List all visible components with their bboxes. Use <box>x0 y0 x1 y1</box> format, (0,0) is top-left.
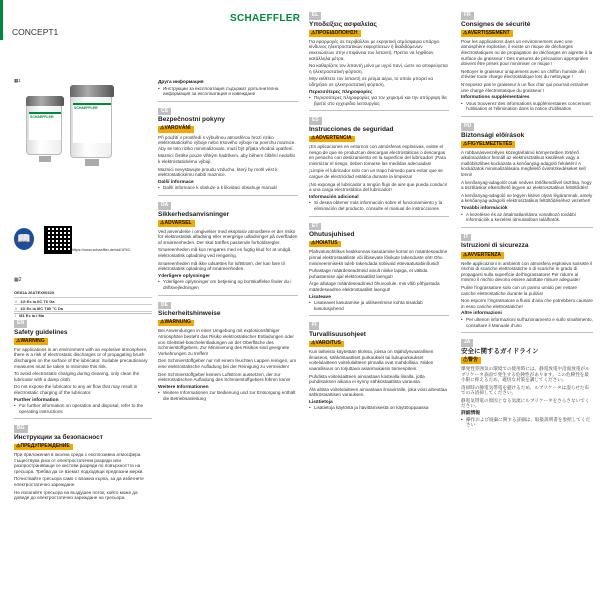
warning-label-ja: ⚠ 警告 <box>461 357 481 364</box>
section-title-en: Safety guidelines <box>14 328 68 336</box>
list-item: • Si desea obtener más información sobre el funcionamiento y la eliminación del producto, consulte el manual de instrucciones <box>309 200 449 211</box>
subheading: Друга информация <box>158 80 204 85</box>
paragraph: Για εφαρμογές σε περιβάλλον με εκρηκτική ατμόσφαιρα υπάρχει κίνδυνος ηλεκτροστατικών εκφορτίσεων ή διαδιδόμενων εκκενώσεων στην επιφάνεια του λιπαντή. Πρέπει να ληφθούν κατάλληλα μέτρα. <box>309 38 440 61</box>
paragraph: Να καθαρίζετε τον λιπαντή μόνο με υγρό πανί, ώστε να αποφεύγεται η ηλεκτροστατική φόρτιση. <box>309 63 448 74</box>
warning-label-es: ⚠ ADVERTENCIA <box>309 136 355 143</box>
section-title-it: Istruzioni di sicurezza <box>461 242 529 250</box>
column-2 <box>158 78 298 403</box>
product-images <box>14 78 154 216</box>
list-item: • Weitere Informationen zur Bedienung und zur Entsorgung enthält die Betriebsanleitung <box>158 390 298 401</box>
subheading: Información adicional <box>309 194 359 200</box>
lang-tag-cs: CS <box>158 108 171 116</box>
paragraph: Не излагайте гресьора на въздушен поток, който може да доведе до електростатично зареждане на гресьора. <box>14 489 138 501</box>
paragraph: Den Schmierstoffgeber nur mit einem feuchten Lappen reinigen, um eine elektrostatische Aufladung bei der Reinigung zu vermeiden! <box>158 358 297 369</box>
paragraph: 静電気帯電の原因となる気流にルブリケータをさらさないでください。 <box>461 397 590 409</box>
paragraph: Při použití v prostředí s výbušnou atmosférou hrozí riziko elektrostatického výboje nebo trsového výboje na povrchu maznice. Aby se toto riziko minimalizovalo, musí být přijata vhodná opatření. <box>158 134 296 151</box>
list-item: • Lisateavet kasutamise ja utiliseerimise kohta sisaldab kasutusjuhend <box>309 300 449 311</box>
lang-tag-es: ES <box>309 117 322 125</box>
ex-certificate-code: OE81A 26ATEX0032X <box>14 290 55 295</box>
paragraph: Μην εκθέτετε τον λιπαντή σε ρεύμα αέρα, το οποίο μπορεί να οδηγήσει σε ηλεκτροστατική φόρτιση. <box>309 76 433 87</box>
warning-label-cs: ⚠ VAROVÁNÍ <box>158 126 194 133</box>
paragraph: ¡No exponga el lubricador a ningún flujo de aire que pueda conducir a una carga electrostática del lubricador! <box>309 181 448 193</box>
subheading: Informations supplémentaires <box>461 95 530 101</box>
paragraph: Maznici čistěte pouze vlhkým hadríkem, aby během čištění nedošlo k elektrostatickému výboji. <box>158 153 296 164</box>
paragraph: 爆発性雰囲気の環境での使用時には、静電放電や沿面放電がルブリケータ表面で発生する危険性があります。この危険性を最小限に抑えるため、適切な対策を講じてください。 <box>461 365 590 383</box>
section-title-bg: Инструкции за безопасност <box>14 433 103 441</box>
subheading: Further information <box>14 397 59 403</box>
section-title-fi: Turvallisuusohjeet <box>309 330 366 338</box>
paragraph: Pulire l’ingrassatore solo con un panno umido per evitare cariche elettrostatiche durante la pulizia! <box>461 284 577 296</box>
subheading: Weitere Informationen <box>158 384 209 390</box>
lang-tag-en: EN <box>14 320 27 328</box>
paragraph: Pour les applications dans un environnement avec une atmosphère explosive, il existe un risque de décharges électrostatiques ou de propagation de décharges en aigrette à la surface du graisseur ! Des mesures de précaution appropriées doivent être prises pour minimiser ce risque ! <box>461 38 593 67</box>
subheading: 詳細情報 <box>461 411 481 417</box>
warning-label-bg: ⚠ ПРЕДУПРЕЖДЕНИЕ <box>14 444 73 451</box>
paragraph: A kenőanyag-adagoló ne legyen kitéve olyan légáramnak, amely a kenőanyag-adagoló elektrosztatikus feltöltődéséhez vezethet! <box>461 192 593 204</box>
section-title-de: Sicherheitshinweise <box>158 310 221 318</box>
ex-row: II 1G Ex ia IIC T6 Ga <box>14 297 152 304</box>
lang-tag-da: DA <box>158 202 171 210</box>
lang-tag-bg: BG <box>14 425 28 433</box>
warning-label-et: ⚠ HOIATUS <box>309 241 341 248</box>
column-1 <box>14 313 152 503</box>
green-accent-bar <box>0 0 3 40</box>
paragraph: Non esporre l’ingrassatore a flussi d’aria che potrebbero causare in esso cariche elettrostatiche! <box>461 298 593 309</box>
manual-book-icon: 📖 <box>14 228 34 250</box>
lubricator-large-label: SCHAEFFLER <box>74 106 98 110</box>
list-item: • Další informace k obsluze a k likvidaci obsahuje manuál <box>158 185 298 191</box>
lubricator-small-label: SCHAEFFLER <box>30 115 54 119</box>
paragraph: Puhdista voitelulaitteen ainoastaan kostealla liinalla, jotta puhdistuksen aikana ei synny sähköstaattista varausta. <box>309 373 425 385</box>
warning-label-hu: ⚠ FIGYELMEZTETÉS <box>461 141 515 148</box>
list-item: • Инструкции за експлоатация съдържат допълнителна информация за експлоатация и извеждане <box>158 86 298 97</box>
paragraph: Почиствайте гресьора само с влажна кърпа, за да избегнете електростатично зареждане. <box>14 476 144 488</box>
lang-tag-el: EL <box>309 12 321 20</box>
lang-tag-it: IT <box>461 234 471 242</box>
section-title-hu: Biztonsági előírások <box>461 131 525 139</box>
paragraph: Ärge allutage määrdeseadmeid õhuvoolule, mis võib põhjustada määrdeseadme elektrostaatilist laengut! <box>309 281 440 292</box>
paragraph: Smøreenheden må kun rengøres med en fugtig klud for at undgå elektrostatisk opladning ved rengøring. <box>158 247 291 259</box>
paragraph: Bei Anwendungen in einer Umgebung mit explosionsfähiger Atmosphäre besteht das Risiko elektrostatischer Entladungen oder von Gleitstiel-büschelentladungen an der Oberfläche des Schmierstoffgebers. Zur Minimierung des Risikos sind geeignete Vorkehrungen zu treffen! <box>158 328 294 356</box>
list-item: • Per ulteriori informazioni sull’azionamento e sullo smaltimento, consultare il Manuale d’uso <box>461 317 593 328</box>
ex-row: I M1 Ex ia I Ma <box>14 311 152 318</box>
warning-label-en: ⚠ WARNING <box>14 338 48 345</box>
list-item: • Yderligere oplysninger om betjening og bortskaffelse finder du i driftsvejledningen <box>158 279 298 290</box>
paragraph: For applications in an environment with an explosive atmosphere, there is a risk of electrostatic discharges or of propagating brush discharges on the surface of the lubricator. Suitable precautionary measures must be taken to minimise this risk. <box>14 346 148 369</box>
doc-title: CONCEPT1 <box>12 27 59 37</box>
paragraph: Ved anvendelse i omgivelser med eksplosiv atmosfære er der risiko for elektrostatisk afladning eller energirige udladninger på overfladen af smøreenheden. Der skal træffes passende forholdsregler. <box>158 228 298 245</box>
qr-code[interactable] <box>44 226 72 254</box>
warning-label-de: ⚠ WARNUNG <box>158 320 194 327</box>
paragraph: Do not expose the lubricator to any air flow that may result in electrostatic charging of the lubricator. <box>14 384 138 395</box>
list-item: • Vous trouverez des informations supplémentaires concernant l’utilisation et l’élimination dans la notice d’utilisation <box>461 101 593 112</box>
paragraph: Den Schmierstoffgeber keinem Luftstrom aussetzen, der zur elektrostatischen Aufladung des Schmierstoffgebers führen kann! <box>158 371 291 383</box>
paragraph: A robbanásveszélyes közegtartalmú környezetben történő alkalmazáskor fennáll az elektrosztatikus kisülések vagy a mallóbiszlibes kockázata a kenőanyag-adagoló felületén! A kockázatok minimalizálására megfelelő óvintézkedéseket kell tenni! <box>461 149 586 178</box>
lang-tag-hu: HU <box>461 123 474 131</box>
figure-ref-1: ▦1 <box>14 78 21 83</box>
section-title-fr: Consignes de sécurité <box>461 20 531 28</box>
paragraph: N’exposez pas le graisseur à un flux d’air qui pourrait entraîner une charge électrostatique du graisseur ! <box>461 81 589 93</box>
subheading: Další informace <box>158 179 194 185</box>
section-title-et: Ohutusjuhised <box>309 231 355 239</box>
list-item: • A kezelésre és az ártalmatlanításra vonatkozó további információk a kezelési útmutatóban találhatók. <box>461 212 593 223</box>
subheading: További információk <box>461 206 508 212</box>
section-title-cs: Bezpečnostní pokyny <box>158 116 225 124</box>
list-item: • For further information on operation and disposal, refer to the operating instructions <box>14 403 152 414</box>
lang-tag-fr: FR <box>461 12 474 20</box>
section-title-el: Υποδείξεις ασφαλείας <box>309 20 377 28</box>
warning-label-fr: ⚠ AVERTISSEMENT <box>461 30 513 37</box>
paragraph: Smøreenheden må ikke udsættes for luftstrøm, der kan føre til elektrostatisk opladning af smøreenheden. <box>158 260 285 272</box>
paragraph: Maznici nevystavujte proudu vzduchu, který by mohl vést k elektrostatickému nabití maznice. <box>158 166 278 178</box>
section-title-es: Instrucciones de seguridad <box>309 125 394 133</box>
paragraph: A kenőanyag-adagolót csak nedves törlőkendővel tisztítsa, hogy a tisztításkor elkerülhető legyen az elektrosztatikus feltöltődés! <box>461 179 592 191</box>
subheading: Lisätietoja <box>309 399 333 405</box>
lubricator-large <box>70 88 112 158</box>
paragraph: Älä altista voitelulaitteen ainoastaan ilmavirralle, joka voisi aiheuttaa sähköstaattisen varauksen. <box>309 386 447 398</box>
paragraph: ¡Limpie el lubricador solo con un trapo húmedo para evitar que se cargue de electricidad estática durante la limpieza! <box>309 168 443 180</box>
figure-ref-2: ▦2 <box>14 277 22 283</box>
subheading: Yderligere oplysninger <box>158 273 210 279</box>
paragraph: Nettoyer le graisseur uniquement avec un chiffon humide afin d’éviter toute charge électrostatique lors du nettoyage ! <box>461 68 586 80</box>
section-title-ja: 安全に関するガイドライン <box>461 347 539 355</box>
section-title-da: Sikkerhedsanvisninger <box>158 210 230 218</box>
manual-url[interactable]: https://www.schaeffler.de/std/1F6C <box>72 248 131 252</box>
list-item: • Lisätietoja käytöstä ja hävittämisestä on käyttöoppaassa <box>309 405 449 411</box>
lang-tag-de: DE <box>158 302 171 310</box>
warning-label-fi: ⚠ VAROITUS <box>309 341 344 348</box>
lang-tag-fi: FI <box>309 322 319 330</box>
paragraph: При приложения в околна среда с експлозивна атмосфера съществува риск от електростатични разряди или разпространяващи се кистови разряди по повърхността на гресьора. Трябва да се вземат подходящи предпазни мерки. <box>14 452 144 474</box>
paragraph: 清掃時の静電気帯電を避けるため、ルブリケータは湿らせた布でのみ清掃してください。 <box>461 384 590 396</box>
column-4 <box>461 6 593 429</box>
column-3 <box>309 6 449 412</box>
warning-label-el: ⚠ ΠΡΟΕΙΔΟΠΟΙΗΣΗ <box>309 30 361 37</box>
paragraph: Puhastage määrdeseadmeid ainult niiske lapiga, et vältida puhastamise ajal elektrostaatilist laengut! <box>309 268 428 279</box>
subheading: Altre informazioni <box>461 311 502 317</box>
lubricator-small <box>26 99 62 155</box>
warning-label-da: ⚠ ADVARSEL <box>158 220 195 227</box>
subheading: Περισσότερες πληροφορίες <box>309 89 373 95</box>
paragraph: Kun laitteisto käytetään tiloissa, joissa on räjähdysvaarallinen ilmaseos, sähköstaattiset purkaukset tai liukupurkaukset voitelulaitteen voitelulaitteen pinnalla ovat mahdollisia. Niiden vaarallisuus on torjuttava asianmukaisin toimenpitein. <box>309 349 434 371</box>
list-item: • 操作および廃棄に関する詳細は、取扱説明書を参照してください <box>461 417 593 428</box>
paragraph: ¡En aplicaciones en entornos con atmósferas explosivas, existe el riesgo de que se produzcan descargas electrostáticas o descargas en penacho con deslizamiento en la superficie del lubricador! ¡Para minimizar el riesgo, deben tomarse las medidas adecuadas! <box>309 144 446 166</box>
paragraph: Plahvatusohtlikus keskkonnas kasutamise korral on määrdeseadme pinnal elektrostaatiliste või libisevate lõvikute lahenduste oht! Ohu minimeerimiseks tuleb rakendada sobivaid ettevaatusabinõusid! <box>309 249 448 266</box>
warning-label-it: ⚠ AVVERTENZA <box>461 252 504 259</box>
brand-logo: SCHAEFFLER <box>230 13 301 24</box>
paragraph: To avoid electrostatic charging during cleaning, only clean the lubricator with a damp cloth. <box>14 371 140 382</box>
subheading: Lisateave <box>309 294 331 300</box>
list-item: • Περισσότερες πληροφορίες για τον χειρισμό και την απόρριψη θα βρείτε στο εγχειρίδιο λειτουργίας <box>309 95 449 106</box>
lang-tag-et: ET <box>309 223 321 231</box>
lang-tag-ja: JA <box>461 339 473 347</box>
paragraph: Nelle applicazioni in ambienti con atmosfera esplosiva sussiste il rischio di scariche elettrostatiche o di scariche in grado di propagarsi sulla superficie dell’ingrassatore! Per ridurre al minimo il rischio devono essere adottate misure adeguate! <box>461 260 593 283</box>
ex-row: II 1D Ex ia IIIC T80 °C Da <box>14 304 152 311</box>
